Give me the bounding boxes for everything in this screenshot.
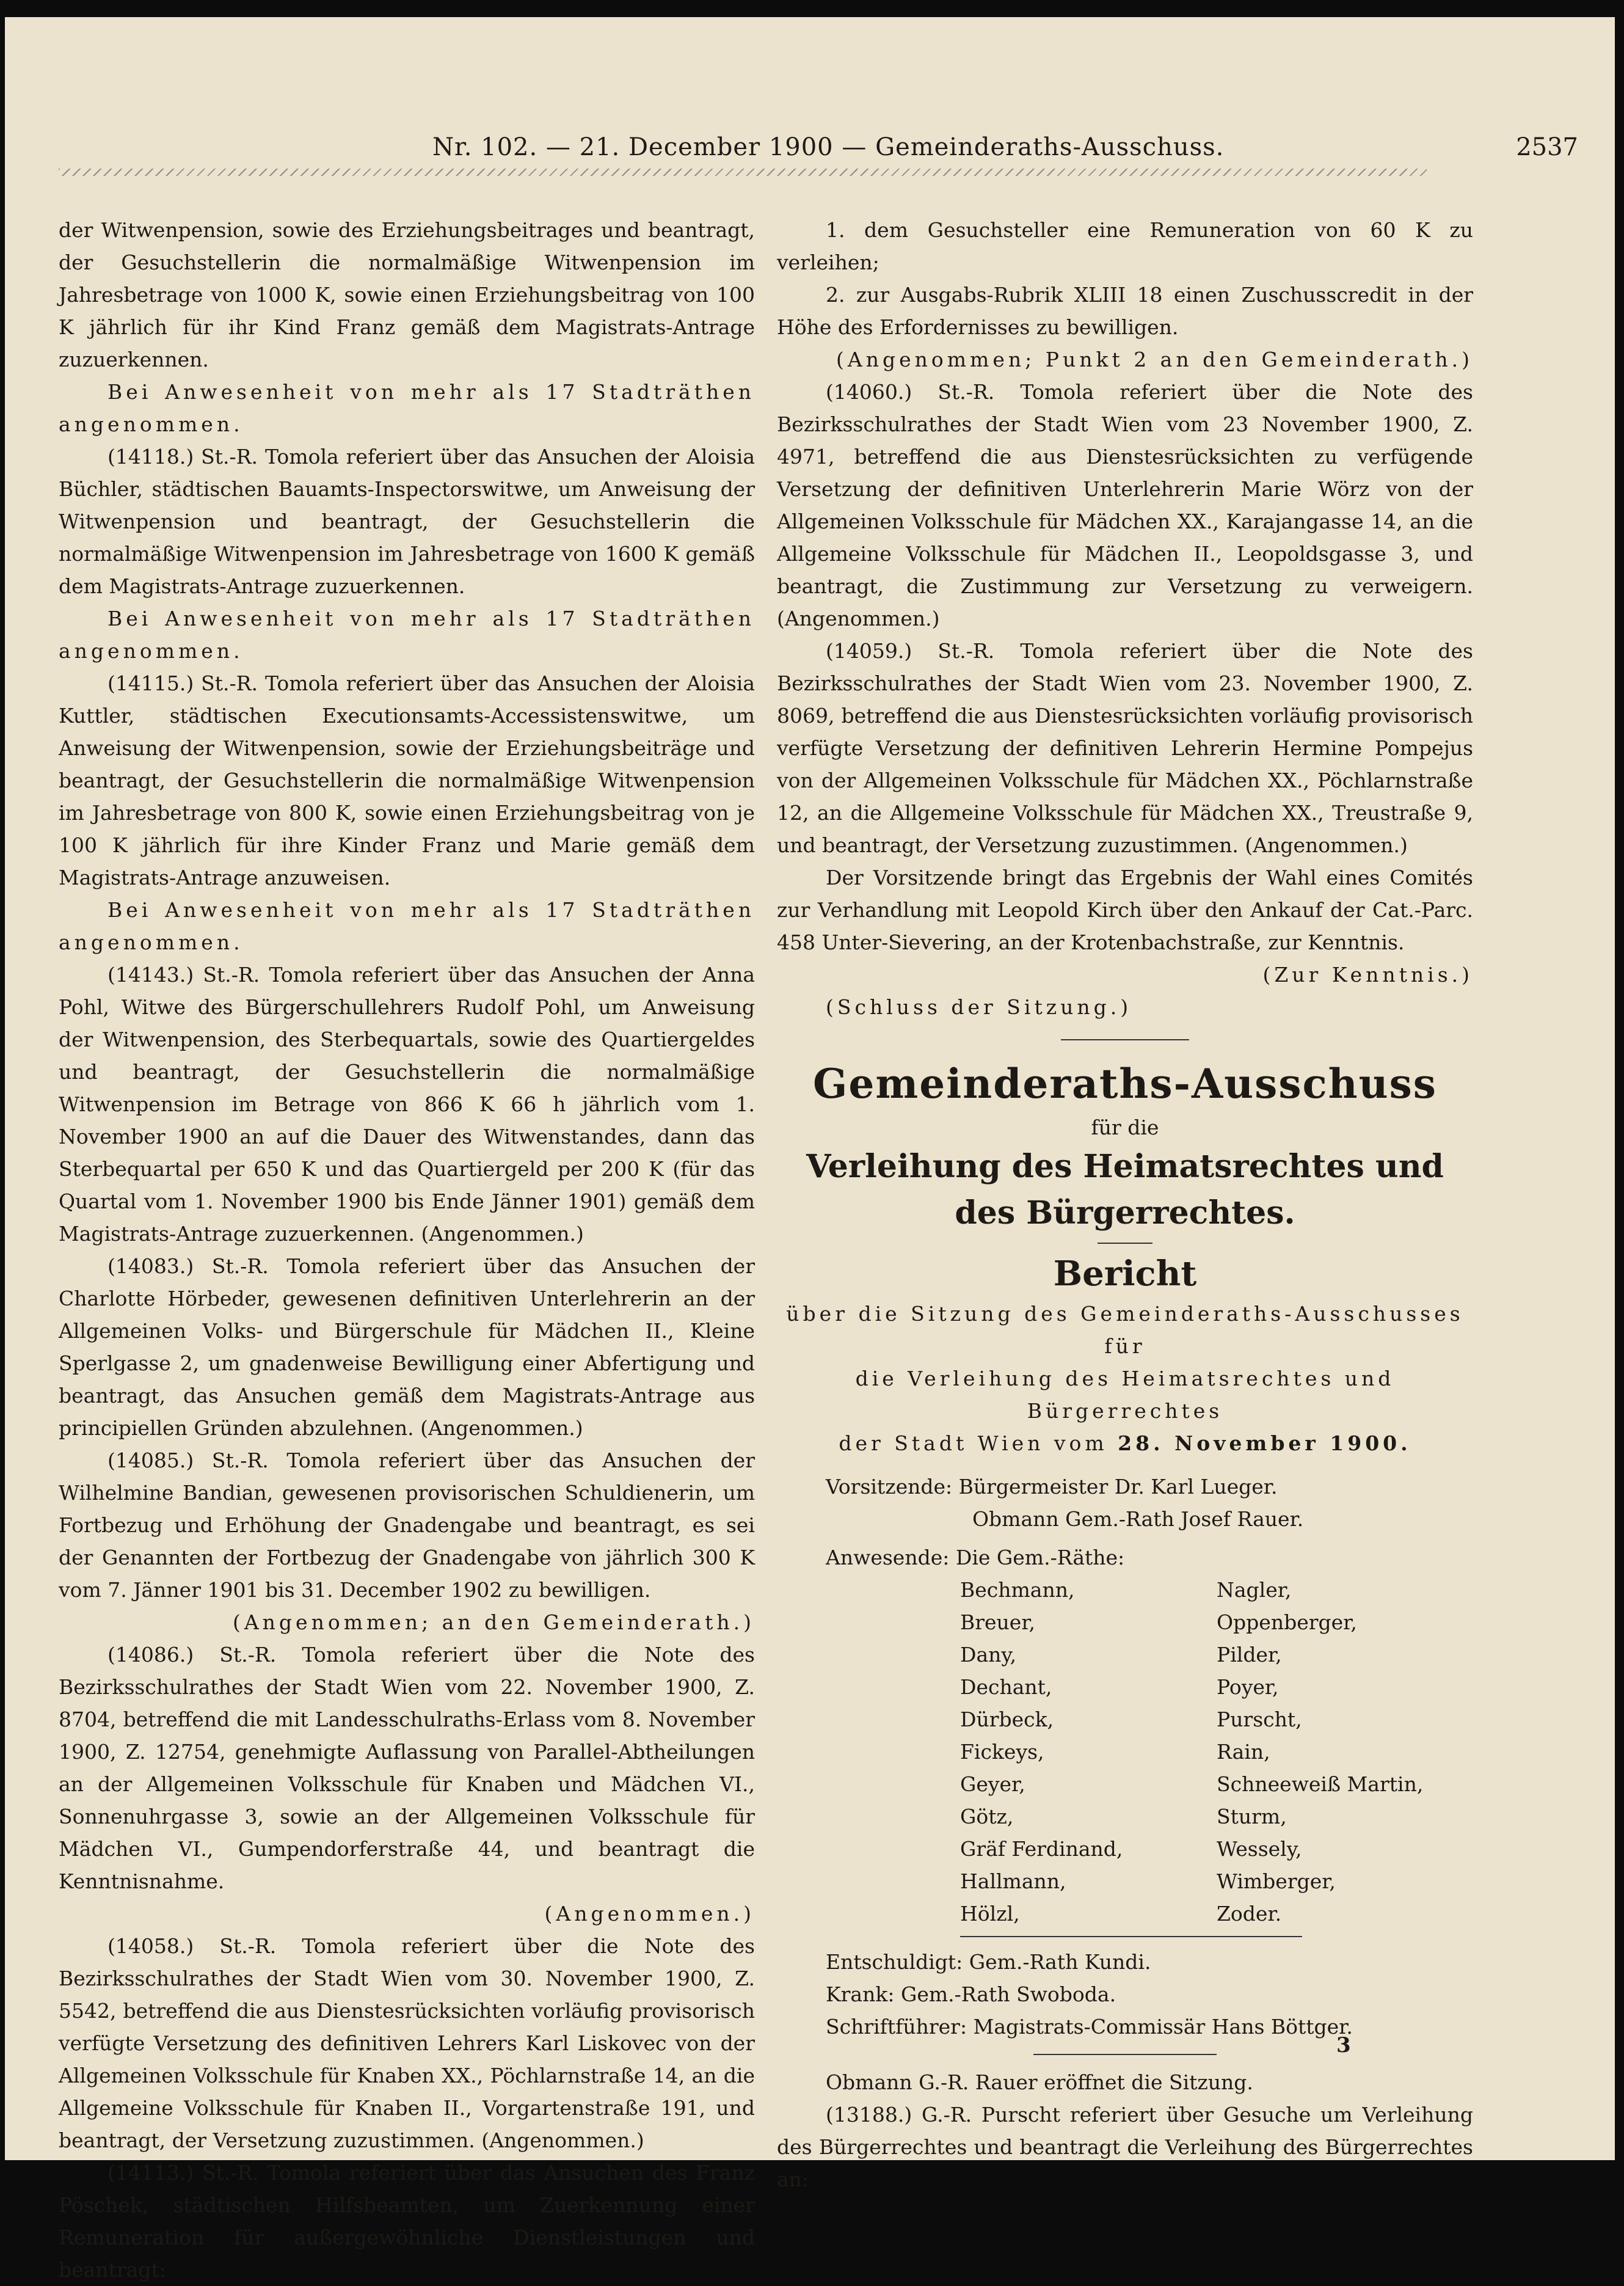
item-13188: (13188.) G.-R. Purscht referiert über Gesuche um Verleihung des Bürgerrechtes und beantragt die Verleihung des Bürgerrechtes an: [777,2103,1473,2191]
paragraph: (14113.) St.-R. Tomola referiert über das Ansuchen des Franz Pöschek, städtischen Hilfsbeamten, um Zuerkennung einer Remuneration für außergewöhnliche Dienstleistungen und beantragt: [59,2161,755,2282]
paragraph: Bei Anwesenheit von mehr als 17 Stadträthen angenommen. [59,380,755,436]
opening: Obmann G.-R. Rauer eröffnet die Sitzung. [826,2070,1253,2094]
report-line-date [777,1427,1473,1459]
signature-mark: 3 [1336,2033,1351,2058]
sick: Krank: Gem.-Rath Swoboda. [826,1982,1116,2006]
paragraph: (Angenommen; Punkt 2 an den Gemeinderath.) [836,348,1473,371]
left-column [59,214,755,2286]
paragraph: (14083.) St.-R. Tomola referiert über das Ansuchen der Charlotte Hörbeder, gewesenen definitiven Unterlehrerin an der Allgemeinen Volks- und Bürgerschule für Mädchen II., Kleine Sperlgasse 2, um gnadenweise Bewilligung einer Abfertigung und beantragt, das Ansuchen gemäß dem Magistrats-Antrage aus principiellen Gründen abzulehnen. (Angenommen.) [59,1254,755,1440]
member: Pilder, [1217,1643,1282,1667]
member: Schneeweiß Martin, [1217,1772,1424,1796]
member: Wimberger, [1217,1869,1336,1893]
right-column [777,214,1473,2196]
opening-divider [1033,2054,1217,2055]
member: Hölzl, [960,1902,1020,1926]
paragraph: 1. dem Gesuchsteller eine Remuneration von 60 K zu verleihen; [777,218,1473,274]
members-left [960,1574,1217,1930]
report-prefix: der Stadt Wien vom [839,1431,1108,1455]
member: Dürbeck, [960,1707,1054,1731]
paragraph: (14059.) St.-R. Tomola referiert über die Note des Bezirksschulrathes der Stadt Wien vom 23. November 1900, Z. 8069, betreffend die aus Dienstesrücksichten vorläufig provisorisch verfügte Versetzung der definitiven Lehrerin Hermine Pompejus von der Allgemeinen Volksschule für Mädchen XX., Pöchlarnstraße 12, an die Allgemeine Volksschule für Mädchen XX., Treustraße 9, und beantragt, der Versetzung zuzustimmen. (Angenommen.) [777,639,1473,857]
member: Dechant, [960,1675,1052,1699]
paragraph: (Angenommen.) [544,1902,755,1926]
paragraph: (14058.) St.-R. Tomola referiert über die Note des Bezirksschulrathes der Stadt Wien vom 30. November 1900, Z. 5542, betreffend die aus Dienstesrücksichten vorläufig provisorisch verfügte Versetzung des definitiven Lehrers Karl Liskovec von der Allgemeinen Volksschule für Knaben XX., Pöchlarnstraße 14, an die Allgemeine Volksschule für Knaben II., Vorgartenstraße 191, und beantragt, der Versetzung zuzustimmen. (Angenommen.) [59,1934,755,2152]
paragraph: (Zur Kenntnis.) [1262,963,1473,987]
paragraph: (Angenommen; an den Gemeinderath.) [232,1610,755,1634]
member: Breuer, [960,1610,1035,1634]
present-label: Anwesende: [826,1546,950,1569]
paragraph: Bei Anwesenheit von mehr als 17 Stadträthen angenommen. [59,898,755,954]
present-intro: Die Gem.-Räthe: [955,1546,1125,1569]
chairs [777,1470,1473,1503]
members-roster [960,1574,1473,1930]
paragraph: (Schluss der Sitzung.) [826,995,1132,1019]
report-line: über die Sitzung des Gemeinderaths-Ausschusses für [786,1302,1464,1358]
member: Götz, [960,1805,1014,1828]
subtitle-divider [1098,1243,1152,1244]
member: Nagler, [1217,1578,1292,1602]
paragraph: der Witwenpension, sowie des Erziehungsbeitrages und beantragt, der Gesuchstellerin die normalmäßige Witwenpension im Jahresbetrage von 1000 K, sowie einen Erziehungsbeitrag von 100 K jährlich für ihr Kind Franz gemäß dem Magistrats-Antrage zuzuerkennen. [59,218,755,371]
header-rule [59,169,1427,176]
page-number: 2537 [1516,133,1578,161]
paragraph: (14086.) St.-R. Tomola referiert über die Note des Bezirksschulrathes der Stadt Wien vom 22. November 1900, Z. 8704, betreffend die mit Landesschulraths-Erlass vom 8. November 1900, Z. 12754, genehmigte Auflassung von Parallel-Abtheilungen an der Allgemeinen Volksschule für Knaben und Mädchen VI., Sonnenuhrgasse 3, sowie an der Allgemeinen Volksschule für Mädchen VI., Gumpendorferstraße 44, und beantragt die Kenntnisnahme. [59,1643,755,1893]
chair-1: Bürgermeister Dr. Karl Lueger. [958,1475,1278,1499]
member: Poyer, [1217,1675,1279,1699]
report-heading: Bericht [1053,1254,1197,1294]
member: Zoder. [1217,1902,1282,1926]
excused: Entschuldigt: Gem.-Rath Kundi. [826,1950,1151,1974]
paragraph: 2. zur Ausgabs-Rubrik XLIII 18 einen Zuschusscredit in der Höhe des Erfordernisses zu bewilligen. [777,283,1473,339]
member: Wessely, [1217,1837,1302,1861]
paragraph: Der Vorsitzende bringt das Ergebnis der Wahl eines Comités zur Verhandlung mit Leopold Kirch über den Ankauf der Cat.-Parc. 458 Unter-Sievering, an der Krotenbachstraße, zur Kenntnis. [777,866,1473,954]
roster-divider [960,1936,1302,1937]
present [777,1541,1473,1574]
section-divider [1061,1039,1189,1040]
chairs-label: Vorsitzende: [826,1475,953,1499]
secretary: Schriftführer: Magistrats-Commissär Hans Böttger. [826,2015,1353,2039]
member: Geyer, [960,1772,1025,1796]
member: Fickeys, [960,1740,1044,1764]
newspaper-page [5,17,1615,2282]
paragraph: (14143.) St.-R. Tomola referiert über das Ansuchen der Anna Pohl, Witwe des Bürgerschullehrers Rudolf Pohl, um Anweisung der Witwenpension, des Sterbequartals, sowie des Quartiergeldes und beantragt, der Gesuchstellerin die normalmäßige Witwenpension im Betrage von 866 K 66 h jährlich vom 1. November 1900 an auf die Dauer des Witwenstandes, dann das Sterbequartal per 650 K und das Quartiergeld per 200 K (für das Quartal vom 1. November 1900 bis Ende Jänner 1901) gemäß dem Magistrats-Antrage zuzuerkennen. (Angenommen.) [59,963,755,1246]
member: Dany, [960,1643,1017,1667]
members-right [1217,1574,1473,1930]
member: Rain, [1217,1740,1270,1764]
member: Oppenberger, [1217,1610,1357,1634]
member: Sturm, [1217,1805,1287,1828]
chair-2: Obmann Gem.-Rath Josef Rauer. [972,1507,1304,1531]
report-line: die Verleihung des Heimatsrechtes und Bürgerrechtes [855,1367,1395,1423]
running-title: Nr. 102. — 21. December 1900 — Gemeinderaths-Ausschuss. [432,133,1225,161]
section-subtitle: Verleihung des Heimatsrechtes und des Bürgerrechtes. [806,1148,1444,1232]
section-fuer-die: für die [1091,1116,1159,1139]
paragraph: (14115.) St.-R. Tomola referiert über das Ansuchen der Aloisia Kuttler, städtischen Executionsamts-Accessistenswitwe, um Anweisung der Witwenpension, sowie der Erziehungsbeiträge und beantragt, der Gesuchstellerin die normalmäßige Witwenpension im Jahresbetrage von 800 K, sowie einen Erziehungsbeitrag von je 100 K jährlich für ihre Kinder Franz und Marie gemäß dem Magistrats-Antrage anzuweisen. [59,671,755,889]
report-date: 28. November 1900. [1118,1431,1411,1455]
paragraph: (14118.) St.-R. Tomola referiert über das Ansuchen der Aloisia Büchler, städtischen Bauamts-Inspectorswitwe, um Anweisung der Witwenpension und beantragt, der Gesuchstellerin die normalmäßige Witwenpension im Jahresbetrage von 1600 K gemäß dem Magistrats-Antrage zuzuerkennen. [59,445,755,598]
paragraph: (14085.) St.-R. Tomola referiert über das Ansuchen der Wilhelmine Bandian, gewesenen provisorischen Schuldienerin, um Fortbezug und Erhöhung der Gnadengabe und beantragt, es sei der Genannten der Fortbezug der Gnadengabe von jährlich 300 K vom 7. Jänner 1901 bis 31. December 1902 zu bewilligen. [59,1448,755,1602]
paragraph: Bei Anwesenheit von mehr als 17 Stadträthen angenommen. [59,607,755,663]
member: Purscht, [1217,1707,1302,1731]
member: Gräf Ferdinand, [960,1837,1123,1861]
member: Hallmann, [960,1869,1066,1893]
paragraph: (14060.) St.-R. Tomola referiert über die Note des Bezirksschulrathes der Stadt Wien vom 23 November 1900, Z. 4971, betreffend die aus Dienstesrücksichten zu verfügende Versetzung der definitiven Unterlehrerin Marie Wörz von der Allgemeinen Volksschule für Mädchen XX., Karajangasse 14, an die Allgemeine Volksschule für Mädchen II., Leopoldsgasse 3, und beantragt, die Zustimmung zur Versetzung zu verweigern. (Angenommen.) [777,380,1473,630]
section-title: Gemeinderaths-Ausschuss [813,1060,1437,1108]
member: Bechmann, [960,1578,1075,1602]
